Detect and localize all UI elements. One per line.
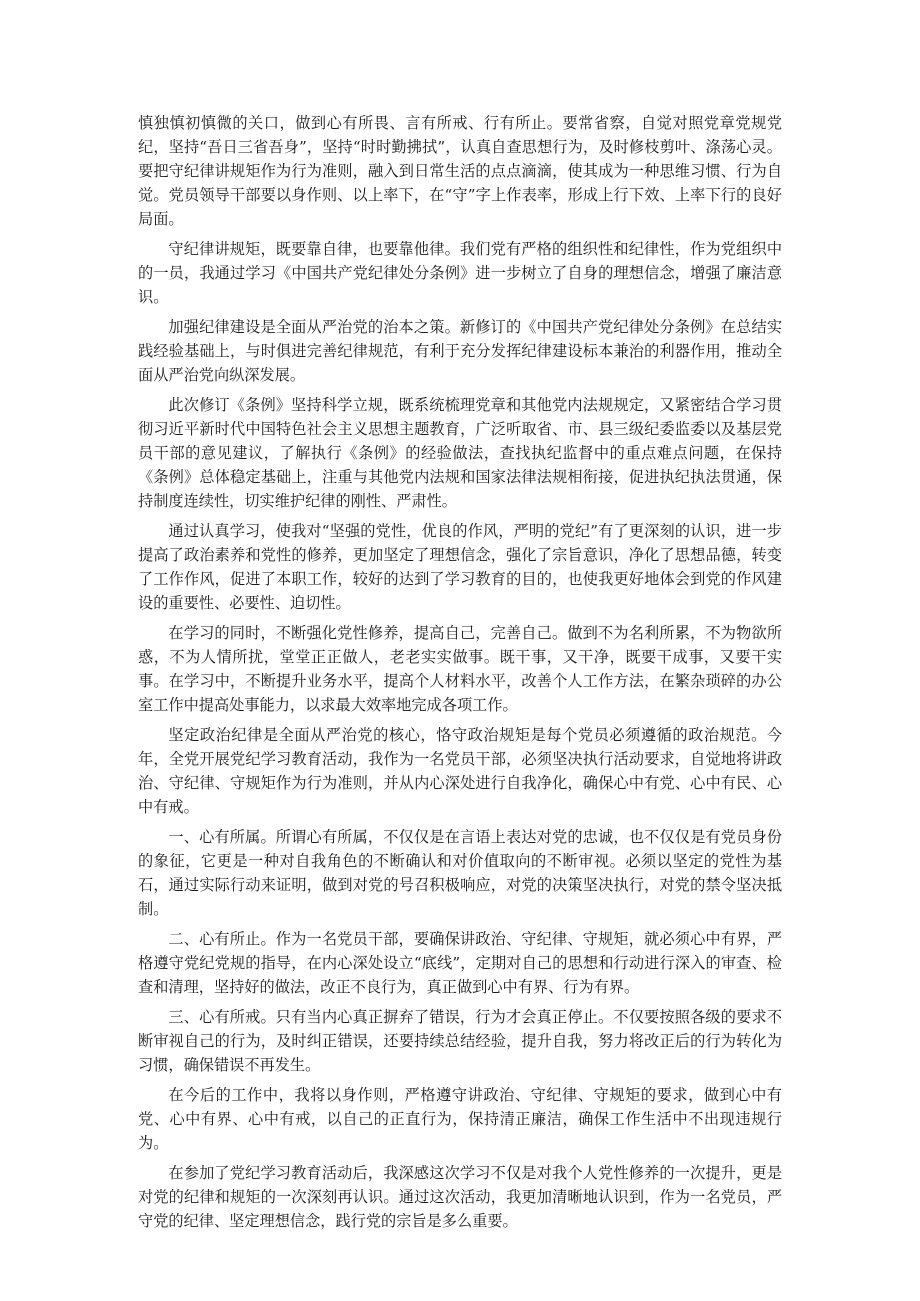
paragraph: 在参加了党纪学习教育活动后，我深感这次学习不仅是对我个人党性修养的一次提升，更是对党的纪律和规矩的一次深刻再认识。通过这次活动，我更加清晰地认识到，作为一名党员，严守党的纪律、坚定理想信念，践行党的宗旨是多么重要。 [138,1164,782,1230]
paragraph: 坚定政治纪律是全面从严治党的核心，恪守政治规矩是每个党员必须遵循的政治规范。今年，全党开展党纪学习教育活动，我作为一名党员干部，必须坚决执行活动要求，自觉地将讲政治、守纪律、守规矩作为行为准则，并从内心深处进行自我净化，确保心中有党、心中有民、心中有戒。 [138,726,782,816]
paragraph: 在今后的工作中，我将以身作则，严格遵守讲政治、守纪律、守规矩的要求，做到心中有党、心中有界、心中有戒，以自己的正直行为，保持清正廉洁，确保工作生活中不出现违规行为。 [138,1086,782,1152]
paragraph: 一、心有所属。所谓心有所属，不仅仅是在言语上表达对党的忠诚，也不仅仅是有党员身份的象征，它更是一种对自我角色的不断确认和对价值取向的不断审视。必须以坚定的党性为基石，通过实际行动来证明，做到对党的号召积极响应，对党的决策坚决执行，对党的禁令坚决抵制。 [138,828,782,918]
paragraph: 此次修订《条例》坚持科学立规，既系统梳理党章和其他党内法规规定，又紧密结合学习贯彻习近平新时代中国特色社会主义思想主题教育，广泛听取省、市、县三级纪委监委以及基层党员干部的意见建议，了解执行《条例》的经验做法，查找执纪监督中的重点难点问题，在保持《条例》总体稳定基础上，注重与其他党内法规和国家法律法规相衔接，促进执纪执法贯通，保持制度连续性，切实维护纪律的刚性、严肃性。 [138,396,782,510]
paragraph: 加强纪律建设是全面从严治党的治本之策。新修订的《中国共产党纪律处分条例》在总结实践经验基础上，与时俱进完善纪律规范，有利于充分发挥纪律建设标本兼治的利器作用，推动全面从严治党向纵深发展。 [138,318,782,384]
paragraph: 在学习的同时，不断强化党性修养，提高自己，完善自己。做到不为名利所累，不为物欲所惑，不为人情所扰，堂堂正正做人，老老实实做事。既干事，又干净，既要干成事，又要干实事。在学习中，不断提升业务水平，提高个人材料水平，改善个人工作方法，在繁杂琐碎的办公室工作中提高处事能力，以求最大效率地完成各项工作。 [138,624,782,714]
paragraph: 慎独慎初慎微的关口，做到心有所畏、言有所戒、行有所止。要常省察，自觉对照党章党规党纪，坚持“吾日三省吾身”，坚持“时时勤拂拭”，认真自查思想行为，及时修枝剪叶、涤荡心灵。要把守纪律讲规矩作为行为准则，融入到日常生活的点点滴滴，使其成为一种思维习惯、行为自觉。党员领导干部要以身作则、以上率下，在“守”字上作表率，形成上行下效、上率下行的良好局面。 [138,114,782,228]
paragraph: 二、心有所止。作为一名党员干部，要确保讲政治、守纪律、守规矩，就必须心中有界，严格遵守党纪党规的指导，在内心深处设立“底线”，定期对自己的思想和行动进行深入的审查、检查和清理，坚持好的做法，改正不良行为，真正做到心中有界、行为有界。 [138,930,782,996]
paragraph: 通过认真学习，使我对“坚强的党性，优良的作风，严明的党纪”有了更深刻的认识，进一步提高了政治素养和党性的修养，更加坚定了理想信念，强化了宗旨意识，净化了思想品德，转变了工作作风，促进了本职工作，较好的达到了学习教育的目的，也使我更好地体会到党的作风建设的重要性、必要性、迫切性。 [138,522,782,612]
paragraph: 守纪律讲规矩，既要靠自律，也要靠他律。我们党有严格的组织性和纪律性，作为党组织中的一员，我通过学习《中国共产党纪律处分条例》进一步树立了自身的理想信念，增强了廉洁意识。 [138,240,782,306]
paragraph: 三、心有所戒。只有当内心真正摒弃了错误，行为才会真正停止。不仅要按照各级的要求不断审视自己的行为，及时纠正错误，还要持续总结经验，提升自我，努力将改正后的行为转化为习惯，确保错误不再发生。 [138,1008,782,1074]
document-body [138,111,782,1239]
